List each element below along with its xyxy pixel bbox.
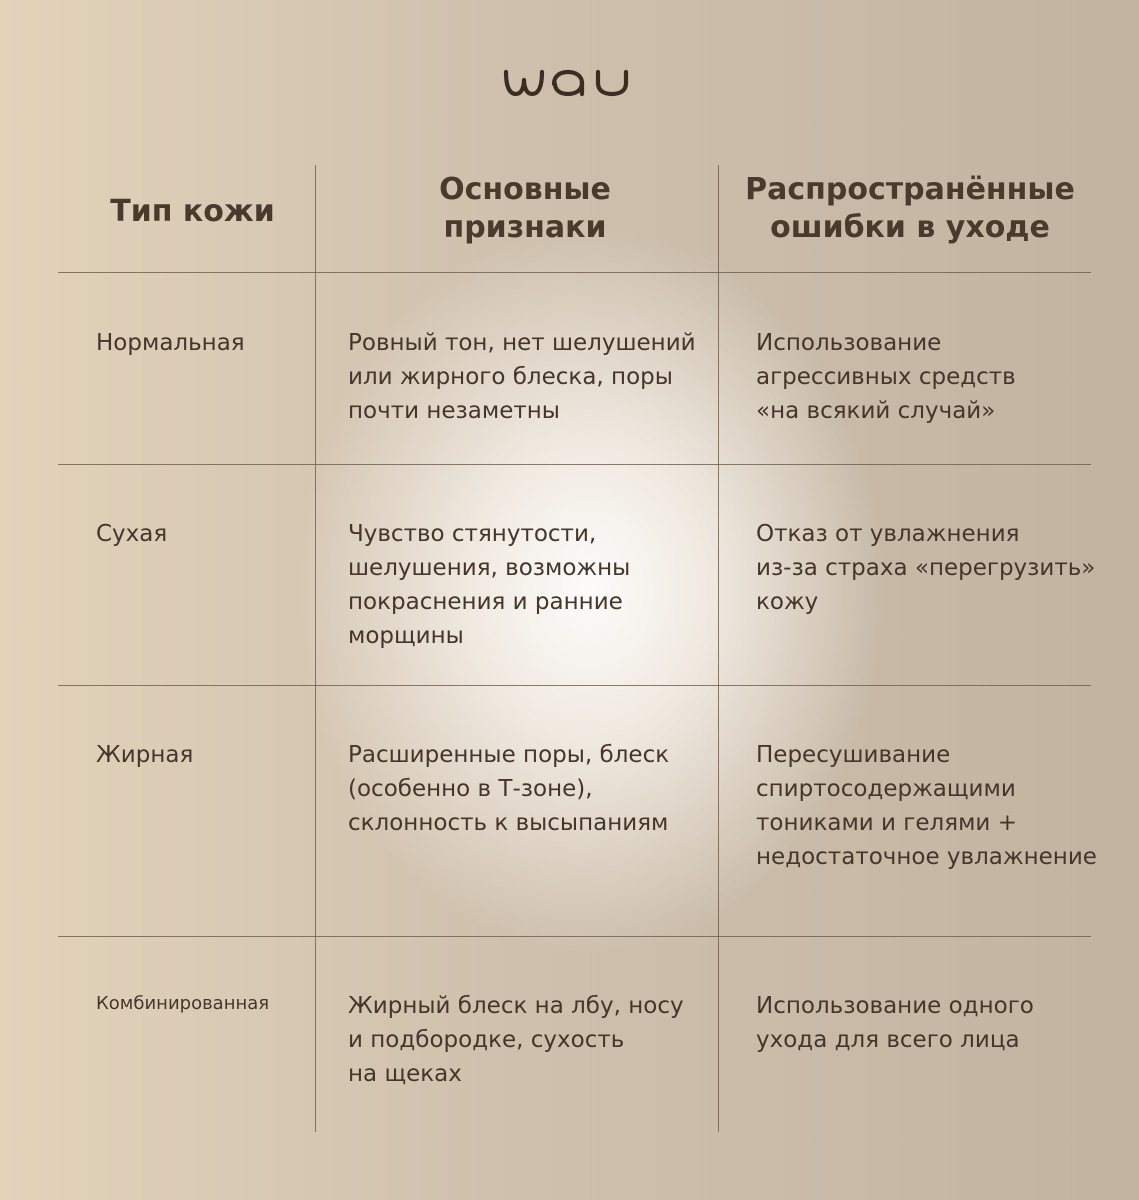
skin-type-dry: Сухая [96, 521, 168, 547]
header-main-signs: Основные признаки [439, 172, 611, 245]
header-skin-type: Тип кожи [110, 194, 275, 229]
column-divider-2 [718, 165, 719, 1132]
row-divider-1 [58, 464, 1091, 465]
skin-type-normal: Нормальная [96, 330, 245, 356]
brand-logo [0, 62, 1139, 106]
header-common-mistakes: Распространённые ошибки в уходе [745, 172, 1075, 245]
signs-combination: Жирный блеск на лбу, носу и подбородке, сухость на щеках [348, 993, 684, 1087]
row-divider-header [58, 272, 1091, 273]
signs-normal: Ровный тон, нет шелушений или жирного блеска, поры почти незаметны [348, 330, 696, 424]
mistakes-oily: Пересушивание спиртосодержащими тониками и гелями + недостаточное увлажнение [756, 742, 1097, 870]
signs-dry: Чувство стянутости, шелушения, возможны покраснения и ранние морщины [348, 521, 631, 649]
mistakes-combination: Использование одного ухода для всего лица [756, 993, 1034, 1053]
row-divider-3 [58, 936, 1091, 937]
wau-logo-icon [502, 62, 638, 102]
row-divider-2 [58, 685, 1091, 686]
mistakes-normal: Использование агрессивных средств «на всякий случай» [756, 330, 1016, 424]
skin-type-combination: Комбинированная [96, 993, 270, 1014]
mistakes-dry: Отказ от увлажнения из-за страха «перегрузить» кожу [756, 521, 1096, 615]
signs-oily: Расширенные поры, блеск (особенно в Т-зоне), склонность к высыпаниям [348, 742, 670, 836]
column-divider-1 [315, 165, 316, 1132]
skin-type-oily: Жирная [96, 742, 194, 768]
